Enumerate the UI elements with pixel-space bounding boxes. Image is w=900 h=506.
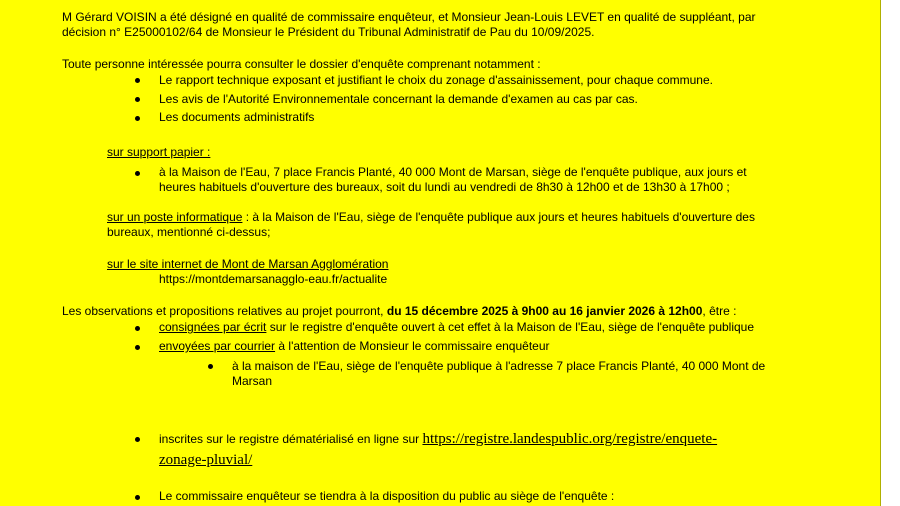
bullet-icon: [135, 326, 140, 331]
observations-item-courrier: [159, 339, 550, 354]
observations-item-ecrit-text: sur le registre d'enquête ouvert à cet effet à la Maison de l'Eau, siège de l'enquête publique: [266, 320, 755, 334]
poste-informatique-line-1: [107, 210, 755, 225]
observations-item-courrier-text: à l'attention de Monsieur le commissaire enquêteur: [275, 339, 550, 353]
registre-url-link-continued[interactable]: zonage-pluvial/: [159, 452, 253, 468]
site-internet-label: sur le site internet de Mont de Marsan Agglomération: [107, 257, 389, 271]
observations-heading: [62, 304, 736, 319]
observations-item-registre-text: inscrites sur le registre dématérialisé en ligne sur: [159, 432, 423, 446]
support-papier-label: sur support papier :: [107, 145, 211, 159]
dossier-item-avis: Les avis de l'Autorité Environnementale concernant la demande d'examen au cas par cas.: [159, 92, 638, 106]
observations-item-permanence: Le commissaire enquêteur se tiendra à la disposition du public au siège de l'enquête :: [159, 489, 615, 503]
bullet-icon: [135, 116, 140, 121]
poste-informatique-text: : à la Maison de l'Eau, siège de l'enquête publique aux jours et heures habituels d'ouverture des: [242, 210, 755, 224]
viewer-background: [881, 0, 900, 506]
poste-informatique-label: sur un poste informatique: [107, 210, 243, 224]
observations-item-ecrit: [159, 320, 754, 335]
registre-url-link[interactable]: https://registre.landespublic.org/registre/enquete-: [422, 431, 718, 447]
dossier-heading: Toute personne intéressée pourra consulter le dossier d'enquête comprenant notamment :: [62, 57, 541, 71]
bullet-icon: [135, 345, 140, 350]
site-internet-url[interactable]: https://montdemarsanagglo-eau.fr/actualite: [159, 272, 388, 286]
intro-line-1: M Gérard VOISIN a été désigné en qualité de commissaire enquêteur, et Monsieur Jean-Louis LEVET en qualité de suppléant, par: [62, 10, 756, 24]
dossier-item-documents: Les documents administratifs: [159, 110, 315, 124]
observations-item-registre: [159, 431, 717, 448]
bullet-icon: [135, 171, 140, 176]
observations-item-ecrit-label: consignées par écrit: [159, 320, 267, 334]
bullet-icon: [135, 97, 140, 102]
support-papier-line-2: heures habituels d'ouverture des bureaux, soit du lundi au vendredi de 8h30 à 12h00 et de 13h30 à 17h00 ;: [159, 180, 730, 194]
observations-prefix: Les observations et propositions relatives au projet pourront,: [62, 304, 387, 318]
bullet-icon: [208, 364, 213, 369]
observations-subitem-line-1: à la maison de l'Eau, siège de l'enquête publique à l'adresse 7 place Francis Planté, 40 000 Mont de: [232, 359, 766, 373]
observations-dates: du 15 décembre 2025 à 9h00 au 16 janvier 2026 à 12h00: [386, 304, 703, 318]
bullet-icon: [135, 495, 140, 500]
observations-item-courrier-label: envoyées par courrier: [159, 339, 276, 353]
dossier-item-rapport: Le rapport technique exposant et justifiant le choix du zonage d'assainissement, pour chaque commune.: [159, 73, 713, 87]
bullet-icon: [135, 437, 140, 442]
support-papier-line-1: à la Maison de l'Eau, 7 place Francis Planté, 40 000 Mont de Marsan, siège de l'enquête publique, aux jours et: [159, 165, 747, 179]
observations-subitem-line-2: Marsan: [232, 374, 273, 388]
bullet-icon: [135, 78, 140, 83]
intro-line-2: décision n° E25000102/64 de Monsieur le Président du Tribunal Administratif de Pau du 10/09/2025.: [62, 25, 595, 39]
poste-informatique-line-2: bureaux, mentionné ci-dessus;: [107, 225, 271, 239]
observations-suffix: , être :: [702, 304, 737, 318]
